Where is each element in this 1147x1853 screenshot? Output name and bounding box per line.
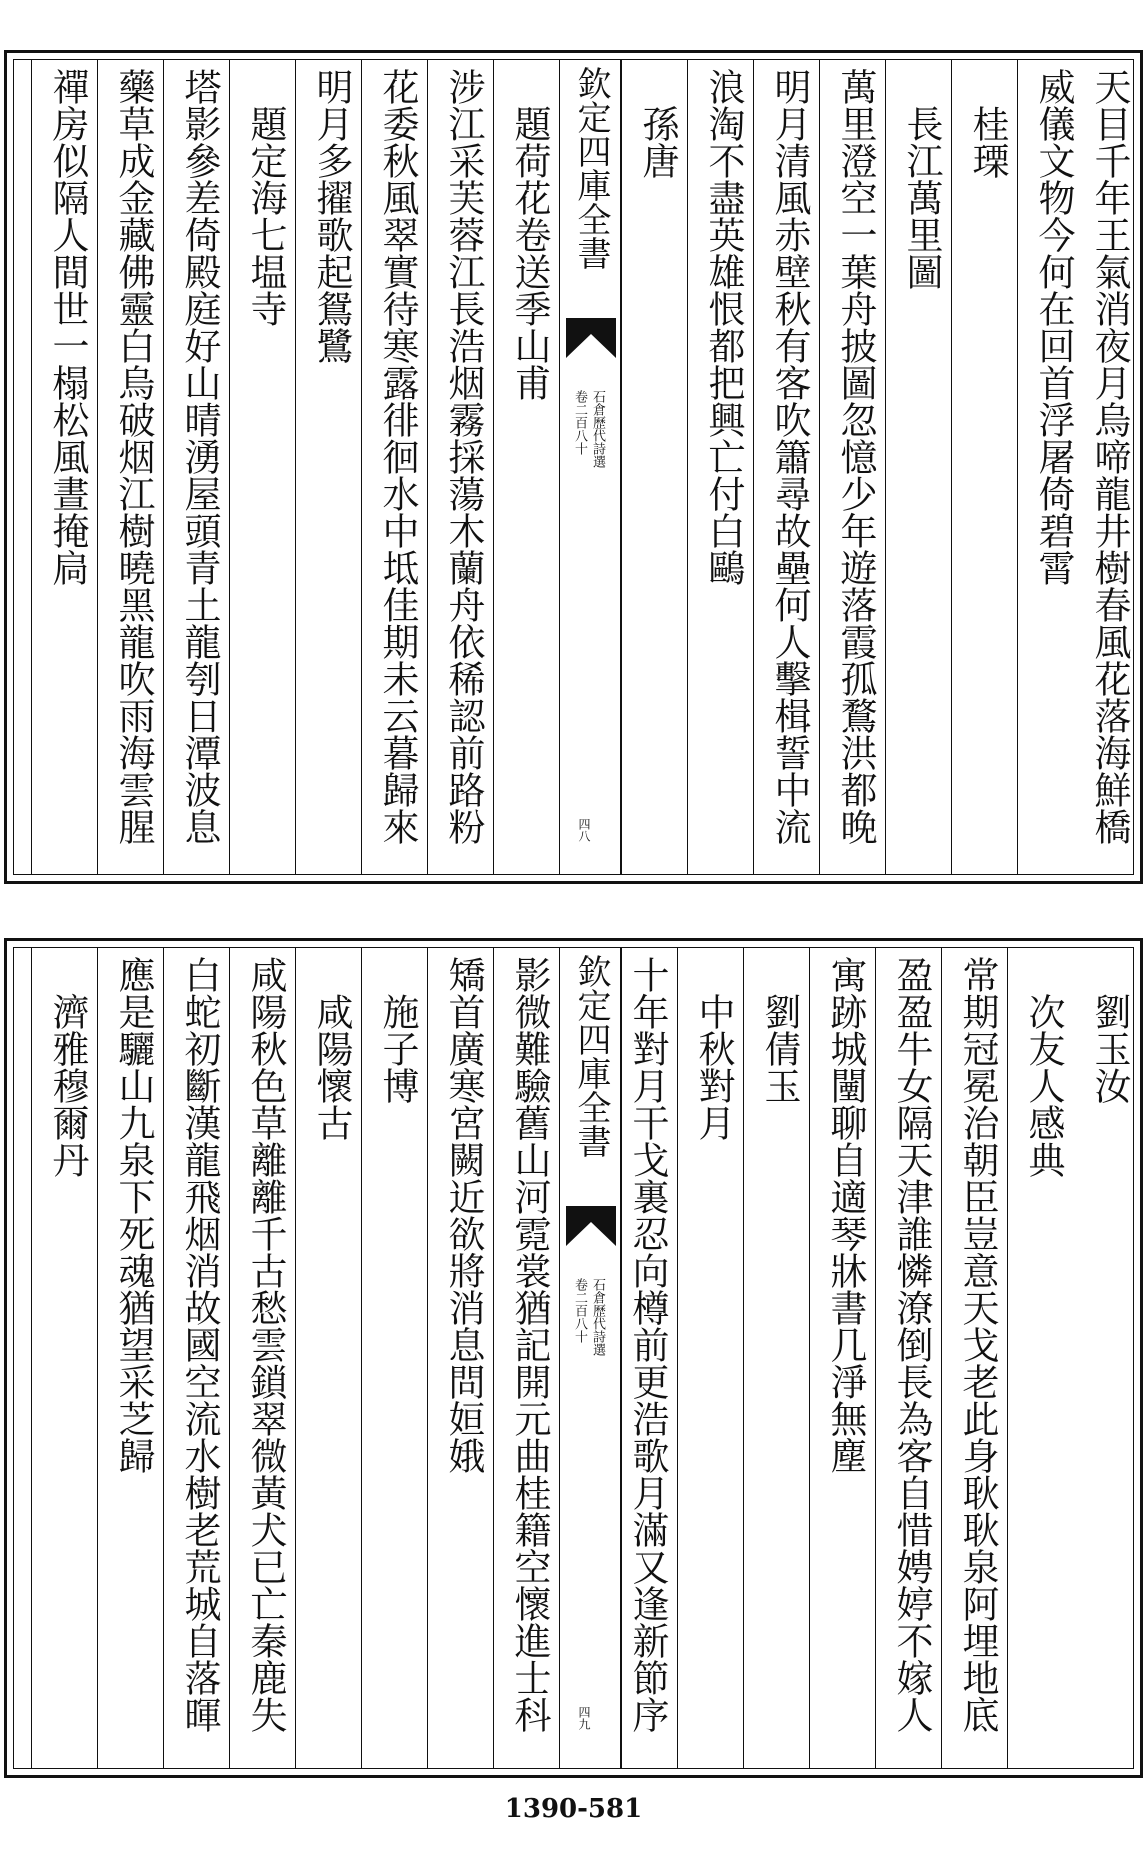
spine-page-number: 四八 bbox=[577, 818, 591, 842]
text-column bbox=[97, 948, 163, 1768]
column-text: 涉江采芙蓉江長浩烟霧採蕩木蘭舟依稀認前路粉 bbox=[442, 68, 485, 845]
column-text: 劉玉汝 bbox=[1088, 956, 1131, 1104]
column-text: 中秋對月 bbox=[692, 956, 735, 1141]
spine-volume: 卷二百八十 bbox=[572, 1278, 587, 1343]
text-column bbox=[295, 948, 361, 1768]
center-spine bbox=[559, 60, 621, 874]
text-column bbox=[295, 60, 361, 874]
column-text: 咸陽秋色草離離千古愁雲鎖翠微黃犬已亡秦鹿失 bbox=[244, 956, 287, 1733]
column-text: 盈盈牛女隔天津誰憐潦倒長為客自惜娉婷不嫁人 bbox=[890, 956, 933, 1733]
column-text: 濟雅穆爾丹 bbox=[46, 956, 89, 1178]
text-column bbox=[31, 60, 97, 874]
text-column bbox=[229, 60, 295, 874]
column-text: 白蛇初斷漢龍飛烟消故國空流水樹老荒城自落暉 bbox=[178, 956, 221, 1733]
spine-subtitle: 石倉歷代詩選 bbox=[590, 390, 605, 468]
text-column bbox=[1073, 948, 1139, 1768]
text-column bbox=[163, 948, 229, 1768]
column-text: 明月多擢歌起鴛鷺 bbox=[310, 68, 353, 364]
column-text: 花委秋風翠實待寒露徘徊水中坻佳期未云暮歸來 bbox=[376, 68, 419, 845]
text-column bbox=[229, 948, 295, 1768]
text-column bbox=[753, 60, 819, 874]
text-column bbox=[687, 60, 753, 874]
text-column bbox=[361, 948, 427, 1768]
text-column bbox=[809, 948, 875, 1768]
column-text: 寓跡城闉聊自適琴牀書几淨無塵 bbox=[824, 956, 867, 1474]
bottom-page-frame bbox=[13, 947, 1134, 1769]
column-text: 影微難驗舊山河霓裳猶記開元曲桂籍空懷進士科 bbox=[508, 956, 551, 1733]
text-column bbox=[1083, 60, 1139, 874]
text-column bbox=[621, 948, 677, 1768]
spine-page-number: 四九 bbox=[577, 1706, 591, 1730]
text-column bbox=[621, 60, 687, 874]
column-text: 桂瑮 bbox=[966, 68, 1009, 179]
column-text: 常期冠冕治朝臣豈意天戈老此身耿耿泉阿埋地底 bbox=[956, 956, 999, 1733]
column-text: 題荷花卷送季山甫 bbox=[508, 68, 551, 401]
text-column bbox=[677, 948, 743, 1768]
column-text: 長江萬里圖 bbox=[900, 68, 943, 290]
column-text: 明月清風赤壁秋有客吹簫尋故壘何人擊楫誓中流 bbox=[768, 68, 811, 845]
column-text: 萬里澄空一葉舟披圖忽憶少年遊落霞孤鶩洪都晚 bbox=[834, 68, 877, 845]
text-column bbox=[885, 60, 951, 874]
column-text: 劉倩玉 bbox=[758, 956, 801, 1104]
center-spine bbox=[559, 948, 621, 1768]
column-text: 矯首廣寒宮闕近欲將消息問姮娥 bbox=[442, 956, 485, 1474]
column-text: 天目千年王氣消夜月烏啼龍井樹春風花落海鮮橋 bbox=[1088, 68, 1131, 845]
page-number: 1390-581 bbox=[504, 1794, 643, 1824]
text-column bbox=[493, 60, 559, 874]
column-text: 孫唐 bbox=[636, 68, 679, 179]
text-column bbox=[493, 948, 559, 1768]
fishtail-mark-icon bbox=[566, 318, 616, 358]
text-column bbox=[427, 60, 493, 874]
text-column bbox=[163, 60, 229, 874]
column-text: 施子博 bbox=[376, 956, 419, 1104]
text-column bbox=[819, 60, 885, 874]
text-column bbox=[1017, 60, 1083, 874]
column-text: 咸陽懷古 bbox=[310, 956, 353, 1141]
text-column bbox=[361, 60, 427, 874]
column-text: 塔影參差倚殿庭好山晴湧屋頭青土龍刳日潭波息 bbox=[178, 68, 221, 845]
fishtail-mark-icon bbox=[566, 1206, 616, 1246]
column-text: 禪房似隔人間世一榻松風晝掩扃 bbox=[46, 68, 89, 586]
spine-volume: 卷二百八十 bbox=[572, 390, 587, 455]
bottom-page bbox=[4, 938, 1143, 1778]
text-column bbox=[941, 948, 1007, 1768]
column-text: 題定海七塭寺 bbox=[244, 68, 287, 327]
text-column bbox=[875, 948, 941, 1768]
column-text: 藥草成金藏佛靈白烏破烟江樹曉黑龍吹雨海雲腥 bbox=[112, 68, 155, 845]
spine-title: 欽定四庫全書 bbox=[571, 66, 611, 270]
top-page-frame bbox=[13, 59, 1134, 875]
spine-subtitle: 石倉歷代詩選 bbox=[590, 1278, 605, 1356]
column-text: 應是驪山九泉下死魂猶望采芝歸 bbox=[112, 956, 155, 1474]
text-column bbox=[1007, 948, 1073, 1768]
text-column bbox=[427, 948, 493, 1768]
spine-title: 欽定四庫全書 bbox=[571, 954, 611, 1158]
column-text: 威儀文物今何在回首浮屠倚碧霄 bbox=[1032, 68, 1075, 586]
column-text: 次友人感典 bbox=[1022, 956, 1065, 1178]
column-text: 浪淘不盡英雄恨都把興亡付白鷗 bbox=[702, 68, 745, 586]
text-column bbox=[951, 60, 1017, 874]
text-column bbox=[31, 948, 97, 1768]
top-page bbox=[4, 50, 1143, 884]
text-column bbox=[97, 60, 163, 874]
column-text: 十年對月干戈裏忍向樽前更浩歌月滿又逢新節序 bbox=[626, 956, 669, 1733]
text-column bbox=[743, 948, 809, 1768]
